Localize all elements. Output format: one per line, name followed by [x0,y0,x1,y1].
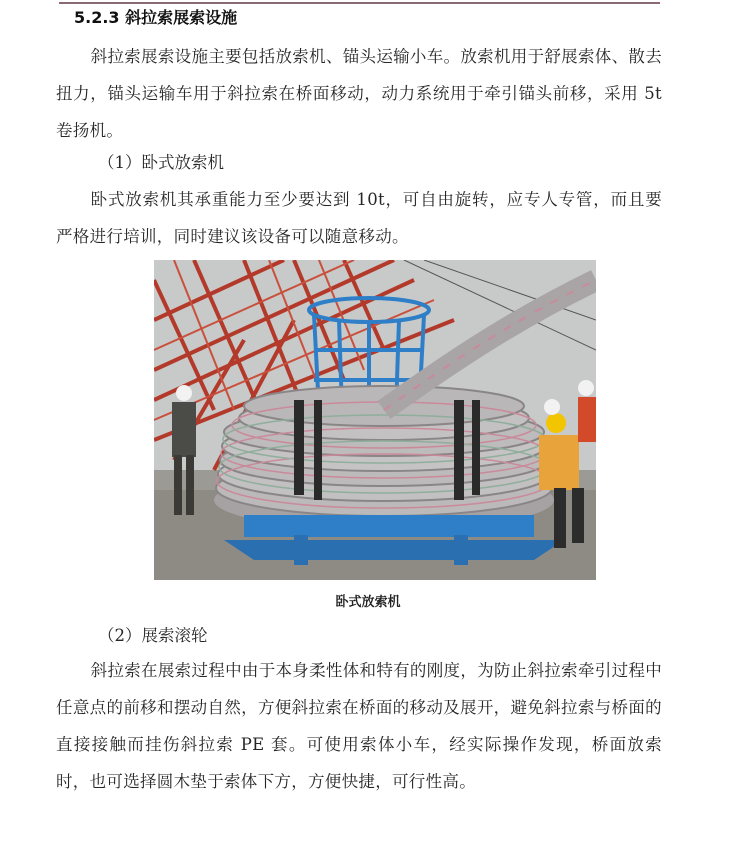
section-heading [74,6,237,30]
figure-caption: 卧式放索机 [335,595,401,610]
intro-paragraph: 斜拉索展索设施主要包括放索机、锚头运输小车。放索机用于舒展索体、散去扭力，锚头运输车用于斜拉索在桥面移动，动力系统用于牵引锚头前移，采用 5t 卷扬机。 [56,47,662,140]
section-title: 斜拉索展索设施 [125,8,238,27]
subsection-2-body: 斜拉索在展索过程中由于本身柔性体和特有的刚度，为防止斜拉索牵引过程中任意点的前移和摆动自然，方便斜拉索在桥面的移动及展开，避免斜拉索与桥面的直接接触而挂伤斜拉索 PE 套。可使用索体小车，经实际操作发现，桥面放索时，也可选择圆木垫于索体下方，方便快捷，可行性高。 [56,661,662,791]
cable-unwinding-machine-photo [154,260,596,580]
subsection-1-body: 卧式放索机其承重能力至少要达到 10t，可自由旋转，应专人专管，而且要严格进行培训，同时建议该设备可以随意移动。 [56,190,662,246]
subsection-1-title: （1）卧式放索机 [98,153,224,172]
blue-base-frame [224,515,564,565]
header-rule [59,2,660,4]
section-number: 5.2.3 [74,8,120,27]
subsection-2-title: （2）展索滚轮 [98,626,208,645]
